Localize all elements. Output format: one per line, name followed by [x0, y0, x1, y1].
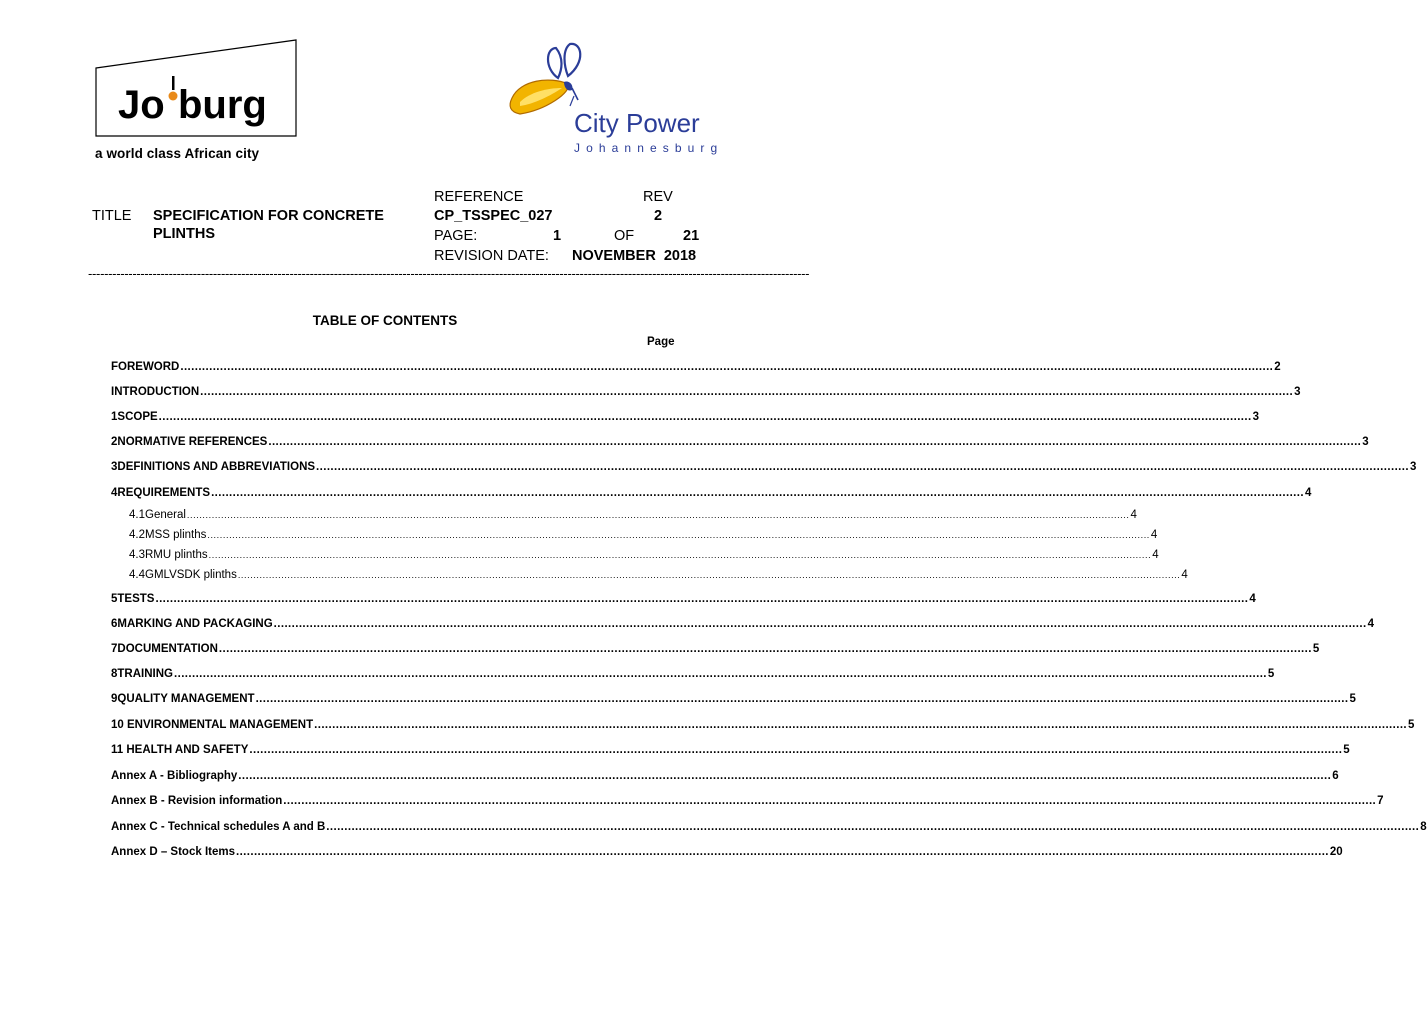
toc-entry-label: TRAINING [117, 668, 173, 680]
toc-entry-page: 3 [1294, 386, 1301, 398]
toc-entry-number: 8 [111, 668, 118, 680]
toc-entry[interactable] [111, 744, 1350, 756]
rev-label: REV [643, 189, 673, 205]
page-label: PAGE: [434, 228, 478, 244]
reference-label: REFERENCE [434, 189, 524, 205]
toc-leader-dots [238, 570, 1181, 580]
toc-entry[interactable] [129, 549, 1159, 561]
toc-entry-label: TESTS [117, 593, 155, 605]
toc-entry-label: FOREWORD [111, 361, 180, 373]
toc-entry-page: 6 [1332, 770, 1339, 782]
toc-entry-page: 2 [1274, 361, 1281, 373]
toc-entry-page: 5 [1312, 643, 1320, 655]
toc-entry-page: 3 [1362, 436, 1369, 448]
toc-entry[interactable] [111, 643, 1320, 655]
toc-entry-page: 5 [1343, 744, 1350, 756]
document-title-line2: PLINTHS [153, 226, 216, 242]
toc-entry-label: DEFINITIONS AND ABBREVIATIONS [117, 461, 316, 473]
toc-entry-label: MSS plinths [145, 529, 207, 541]
joburg-tagline: a world class African city [95, 146, 260, 161]
toc-title: TABLE OF CONTENTS [312, 313, 458, 328]
toc-entry-label: Annex B - Revision information [111, 795, 283, 807]
toc-entry-page: 3 [1252, 411, 1259, 423]
toc-entry[interactable] [111, 436, 1369, 448]
toc-entry-page: 4 [1367, 618, 1374, 630]
toc-entry[interactable] [111, 693, 1356, 705]
toc-leader-dots [283, 795, 1376, 807]
toc-entry-label: QUALITY MANAGEMENT [117, 693, 255, 705]
toc-entry-page: 4 [1181, 569, 1188, 581]
toc-entry-label: 10 ENVIRONMENTAL MANAGEMENT [111, 719, 314, 731]
toc-entry[interactable] [111, 386, 1301, 398]
toc-leader-dots [236, 846, 1329, 858]
toc-entry-number: 4.3 [129, 549, 145, 561]
toc-entry-number: 2 [111, 436, 118, 448]
toc-leader-dots [200, 386, 1293, 398]
toc-entry[interactable] [111, 795, 1384, 807]
toc-leader-dots [209, 550, 1152, 560]
toc-entry-page: 4 [1130, 509, 1137, 521]
toc-entry-page: 5 [1349, 693, 1356, 705]
toc-entry-label: MARKING AND PACKAGING [117, 618, 273, 630]
toc-leader-dots [174, 668, 1267, 680]
toc-leader-dots [274, 618, 1367, 630]
toc-entry-number: 3 [111, 461, 118, 473]
city-power-city: Johannesburg [574, 141, 724, 155]
title-label: TITLE [92, 208, 132, 224]
toc-entry[interactable] [111, 461, 1417, 473]
toc-entry-label: 11 HEALTH AND SAFETY [111, 744, 249, 756]
svg-text:Jo: Jo [118, 83, 165, 127]
toc-entry-label: Annex C - Technical schedules A and B [111, 821, 326, 833]
toc-leader-dots [207, 530, 1150, 540]
revision-date-label: REVISION DATE: [434, 248, 549, 264]
toc-entry-page: 4 [1152, 549, 1159, 561]
of-label: OF [614, 228, 635, 244]
toc-entry-number: 1 [111, 411, 118, 423]
toc-entry-label: DOCUMENTATION [117, 643, 218, 655]
toc-entry-page: 4 [1304, 487, 1312, 499]
reference-value: CP_TSSPEC_027 [434, 208, 553, 224]
toc-entry-page: 5 [1408, 719, 1415, 731]
toc-entry-page: 20 [1329, 846, 1343, 858]
toc-leader-dots [155, 593, 1248, 605]
toc-entry-label: REQUIREMENTS [117, 487, 211, 499]
toc-leader-dots [219, 643, 1312, 655]
toc-entry[interactable] [111, 487, 1312, 499]
toc-page-column-header: Page [647, 336, 675, 348]
toc-leader-dots [180, 361, 1273, 373]
header-divider: ----------------------------------------------------------------------------------------------------------------------------------------------------------------------------------- [88, 266, 810, 281]
toc-leader-dots [238, 770, 1331, 782]
toc-entry-page: 4 [1150, 529, 1158, 541]
toc-entry-number: 4.1 [129, 509, 145, 521]
toc-leader-dots [326, 821, 1419, 833]
toc-entry-label: RMU plinths [145, 549, 208, 561]
toc-entry[interactable] [111, 821, 1427, 833]
toc-entry[interactable] [111, 719, 1415, 731]
toc-leader-dots [314, 719, 1407, 731]
toc-entry[interactable] [111, 618, 1374, 630]
toc-entry-number: 5 [111, 593, 118, 605]
toc-leader-dots [159, 411, 1252, 423]
revision-date-value: NOVEMBER 2018 [572, 248, 697, 264]
toc-leader-dots [249, 744, 1342, 756]
toc-entry[interactable] [129, 569, 1188, 581]
toc-entry[interactable] [111, 593, 1256, 605]
toc-entry-number: 4.2 [129, 529, 145, 541]
toc-entry[interactable] [129, 529, 1158, 541]
toc-entry-number: 6 [111, 618, 118, 630]
svg-text:burg: burg [178, 83, 267, 127]
city-power-name: City Power [574, 108, 700, 138]
toc-entry-number: 9 [111, 693, 118, 705]
toc-leader-dots [187, 510, 1130, 520]
toc-entry-page: 8 [1420, 821, 1427, 833]
joburg-logo [92, 38, 298, 138]
toc-leader-dots [256, 693, 1349, 705]
toc-entry-page: 7 [1377, 795, 1384, 807]
toc-entry[interactable] [111, 770, 1339, 782]
document-title-line1: SPECIFICATION FOR CONCRETE [153, 208, 384, 224]
toc-leader-dots [316, 461, 1409, 473]
toc-entry-label: General [145, 509, 186, 521]
toc-entry[interactable] [129, 509, 1137, 521]
toc-entry-label: SCOPE [117, 411, 158, 423]
toc-entry-number: 4 [111, 487, 118, 499]
toc-entry[interactable] [111, 668, 1275, 680]
toc-entry-page: 3 [1409, 461, 1417, 473]
toc-leader-dots [268, 436, 1361, 448]
toc-entry[interactable] [111, 361, 1281, 373]
toc-entry-number: 4.4 [129, 569, 145, 581]
toc-entry-number: 7 [111, 643, 118, 655]
of-value: 21 [683, 228, 700, 244]
toc-entry-label: Annex A - Bibliography [111, 770, 238, 782]
toc-entry-label: Annex D – Stock Items [111, 846, 235, 858]
toc-entry-page: 4 [1249, 593, 1256, 605]
toc-entry[interactable] [111, 411, 1259, 423]
toc-entry-label: GMLVSDK plinths [145, 569, 237, 581]
page-value: 1 [553, 228, 562, 244]
toc-entry[interactable] [111, 846, 1343, 858]
toc-leader-dots [211, 487, 1304, 499]
rev-value: 2 [654, 208, 663, 224]
toc-entry-label: NORMATIVE REFERENCES [117, 436, 268, 448]
toc-entry-page: 5 [1267, 668, 1275, 680]
toc-entry-label: INTRODUCTION [111, 386, 200, 398]
